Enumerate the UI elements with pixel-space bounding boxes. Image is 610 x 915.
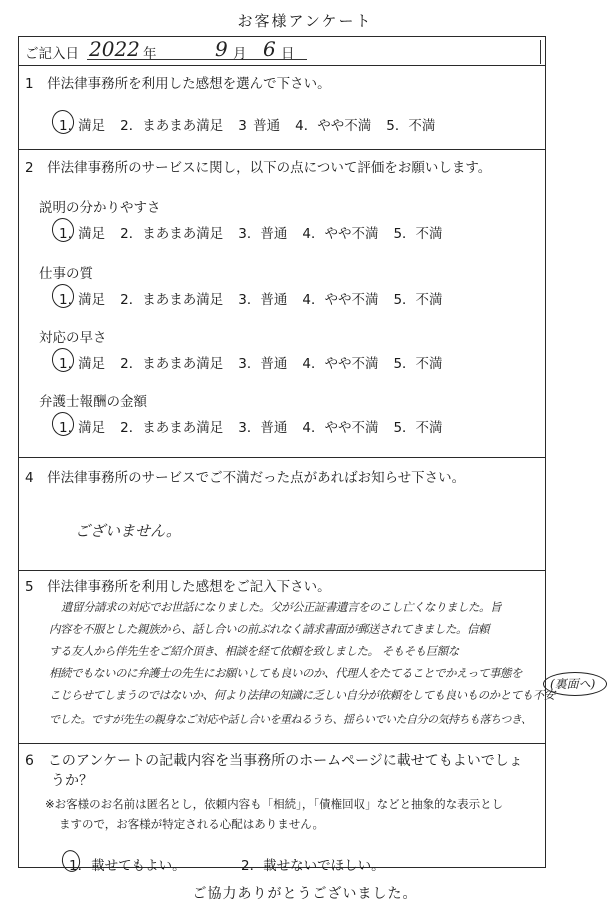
q1-option-1[interactable]: 1. 満足 bbox=[59, 118, 106, 134]
margin-mark bbox=[540, 40, 541, 64]
q6-option-2[interactable]: 2．載せないでほしい。 bbox=[241, 858, 385, 874]
q1-option-4[interactable]: 4．やや不満 bbox=[295, 118, 372, 134]
q2-item-3-option-3[interactable]: 3．普通 bbox=[238, 356, 288, 372]
date-day-unit: 日 bbox=[281, 46, 295, 62]
q2-item-4-option-5[interactable]: 5．不満 bbox=[393, 420, 443, 436]
q5-section bbox=[19, 570, 555, 738]
q2-item-1-option-3[interactable]: 3．普通 bbox=[238, 226, 288, 242]
q4-answer: ございません。 bbox=[75, 522, 181, 540]
q2-item-2-option-4[interactable]: 4．やや不満 bbox=[302, 292, 379, 308]
date-year-unit: 年 bbox=[143, 46, 157, 62]
q6-question-line-1: 6 このアンケートの記載内容を当事務所のホームページに載せてもよいでしょ bbox=[25, 753, 523, 769]
q2-item-2-option-1[interactable]: 1. 満足 bbox=[59, 292, 106, 308]
q5-line-2: 内容を不服とした親族から、話し合いの前ぶれなく請求書面が郵送されてきました。信頼 bbox=[49, 622, 489, 636]
q2-item-3-label: 対応の早さ bbox=[39, 330, 107, 346]
date-label: ご記入日 bbox=[25, 46, 79, 62]
q2-item-2-label: 仕事の質 bbox=[39, 266, 93, 282]
q1-question: 1 伴法律事務所を利用した感想を選んで下さい。 bbox=[25, 76, 331, 92]
q2-item-4-option-2[interactable]: 2．まあまあ満足 bbox=[120, 420, 224, 436]
date-row bbox=[19, 37, 545, 65]
q5-question: 5 伴法律事務所を利用した感想をご記入下さい。 bbox=[25, 579, 331, 595]
q5-line-1: 遺留分請求の対応でお世話になりました。父が公正証書遺言をのこし亡くなりました。旨 bbox=[61, 600, 501, 614]
date-month-unit: 月 bbox=[233, 46, 247, 62]
q1-options bbox=[59, 114, 450, 134]
q2-item-1-label: 説明の分かりやすさ bbox=[39, 200, 161, 216]
q6-question-line-2: うか？ bbox=[51, 773, 93, 789]
form-title: お客様アンケート bbox=[237, 12, 373, 30]
q2-item-3-option-4[interactable]: 4．やや不満 bbox=[302, 356, 379, 372]
q2-item-1-option-4[interactable]: 4．やや不満 bbox=[302, 226, 379, 242]
thank-you-footer: ご協力ありがとうございました。 bbox=[192, 886, 418, 902]
q1-option-5[interactable]: 5．不満 bbox=[386, 118, 436, 134]
q6-option-1[interactable]: 1．載せてもよい。 bbox=[69, 858, 186, 874]
date-underline bbox=[87, 59, 307, 60]
q4-section bbox=[19, 457, 545, 569]
q2-item-4-options bbox=[59, 416, 458, 436]
survey-form bbox=[18, 36, 555, 874]
q2-item-1-option-2[interactable]: 2．まあまあ満足 bbox=[120, 226, 224, 242]
q2-section bbox=[19, 149, 545, 479]
q2-item-3-options bbox=[59, 352, 458, 372]
q5-line-5: こじらせてしまうのではないか、何より法律の知識に乏しい自分が依頼をしても良いものかとても不安 bbox=[49, 688, 555, 702]
back-page-note: (裏面へ) bbox=[550, 677, 596, 691]
q2-item-3-option-5[interactable]: 5．不満 bbox=[393, 356, 443, 372]
q2-item-2-option-2[interactable]: 2．まあまあ満足 bbox=[120, 292, 224, 308]
q1-option-3[interactable]: 3 普通 bbox=[238, 118, 281, 134]
back-page-note-circle bbox=[543, 672, 607, 696]
q2-item-1-options bbox=[59, 222, 458, 242]
q6-note-line-1: ※お客様のお名前は匿名とし，依頼内容も「相続」，「債権回収」などと抽象的な表示とし bbox=[45, 797, 504, 811]
q2-item-4-option-1[interactable]: 1. 満足 bbox=[59, 420, 106, 436]
q2-question: 2 伴法律事務所のサービスに関し，以下の点について評価をお願いします。 bbox=[25, 160, 492, 176]
q2-item-2-option-3[interactable]: 3．普通 bbox=[238, 292, 288, 308]
q2-item-2-options bbox=[59, 288, 458, 308]
q2-item-1-option-5[interactable]: 5．不満 bbox=[393, 226, 443, 242]
q2-item-4-option-4[interactable]: 4．やや不満 bbox=[302, 420, 379, 436]
q5-line-4: 相続でもないのに弁護士の先生にお願いしても良いのか、代理人をたてることでかえって事態を bbox=[49, 666, 522, 680]
q2-item-4-label: 弁護士報酬の金額 bbox=[39, 394, 147, 410]
q5-line-3: する友人から伴先生をご紹介頂き、相談を経て依頼を致しました。 そもそも巨額な bbox=[49, 644, 459, 658]
q2-item-4-option-3[interactable]: 3．普通 bbox=[238, 420, 288, 436]
q6-note-line-2: ますので，お客様が特定される心配はありません。 bbox=[59, 817, 324, 831]
q6-section bbox=[19, 743, 545, 874]
q2-item-2-option-5[interactable]: 5．不満 bbox=[393, 292, 443, 308]
date-month: 9 bbox=[215, 37, 228, 61]
q2-item-3-option-1[interactable]: 1. 満足 bbox=[59, 356, 106, 372]
q5-line-6: でした。ですが先生の親身なご対応や話し合いを重ねるうち、揺らいでいた自分の気持ちも落ちつき、 bbox=[49, 713, 532, 726]
q4-question: 4 伴法律事務所のサービスでご不満だった点があればお知らせ下さい。 bbox=[25, 470, 466, 486]
q1-option-2[interactable]: 2．まあまあ満足 bbox=[120, 118, 224, 134]
q2-item-1-option-1[interactable]: 1. 満足 bbox=[59, 226, 106, 242]
date-year: 2022 bbox=[89, 37, 140, 61]
date-day: 6 bbox=[263, 37, 276, 61]
q2-item-3-option-2[interactable]: 2．まあまあ満足 bbox=[120, 356, 224, 372]
